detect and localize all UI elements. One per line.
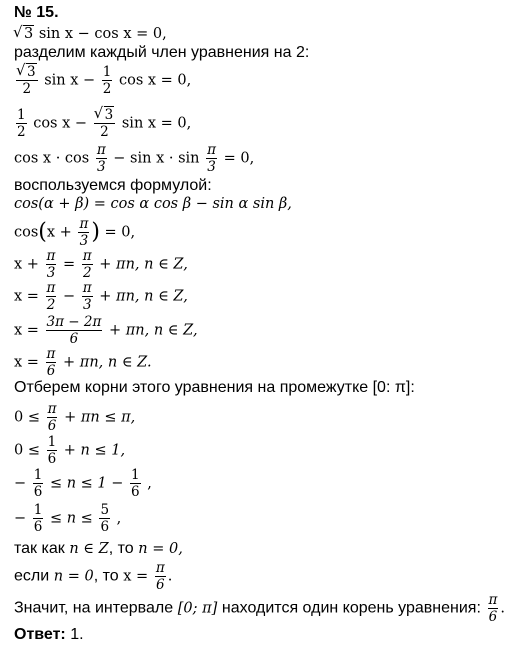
equation-line: √ $\frac{3}{2}$ sin x − $\frac{1}{2}$ cos x = 0, [14, 64, 191, 97]
equation-line: x + $\frac{\pi}{3}$ = $\frac{\pi}{2}$ + πn, n ∈ Z, [14, 248, 188, 281]
problem-number: № 15. [14, 4, 59, 21]
equation-line: x = $\frac{3\pi - 2\pi}{6}$ + πn, n ∈ Z, [14, 314, 198, 347]
inequality-line: − $\frac{1}{6}$ ≤ n ≤ $\frac{5}{6}$ , [14, 502, 122, 535]
answer-line [14, 626, 84, 644]
answer-label: Ответ: [14, 626, 66, 643]
equation-line: x = $\frac{\pi}{6}$ + πn, n ∈ Z. [14, 346, 152, 379]
inequality-line: − $\frac{1}{6}$ ≤ n ≤ 1 − $\frac{1}{6}$ , [14, 467, 152, 500]
equation-line: $\frac{1}{2}$ cos x − √ $\frac{3}{2}$ sin x = 0, [14, 107, 191, 140]
instruction-text: Отберем корни этого уравнения на промежутке [0: π]: [14, 379, 415, 396]
instruction-text: воспользуемся формулой: [14, 177, 212, 194]
instruction-text: разделим каждый член уравнения на 2: [14, 44, 310, 61]
inequality-line: 0 ≤ $\frac{1}{6}$ + n ≤ 1, [14, 434, 126, 467]
equation-line: cos x · cos $\frac{\pi}{3}$ − sin x · sin $\frac{\pi}{3}$ = 0, [14, 142, 255, 175]
conclusion-line: если n = 0, то x = $\frac{\pi}{6}$ . [14, 560, 173, 593]
sqrt-three: √ 3 [14, 25, 34, 43]
equation-line: √ 3 sin x − cos x = 0, [14, 25, 167, 43]
equation-line: x = $\frac{\pi}{2}$ − $\frac{\pi}{3}$ + πn, n ∈ Z, [14, 280, 188, 313]
conclusion-line: так как n ∈ Z, то n = 0, [14, 540, 183, 557]
final-statement: Значит, на интервале [0; π] находится один корень уравнения: $\frac{\pi}{6}$ . [14, 592, 505, 625]
answer-value: 1. [70, 626, 84, 643]
formula-line: cos(α + β) = cos α cos β − sin α sin β, [14, 196, 292, 212]
inequality-line: 0 ≤ $\frac{\pi}{6}$ + πn ≤ π, [14, 401, 136, 434]
equation-line: cos(x + $\frac{\pi}{3}$ ) = 0, [14, 216, 136, 249]
